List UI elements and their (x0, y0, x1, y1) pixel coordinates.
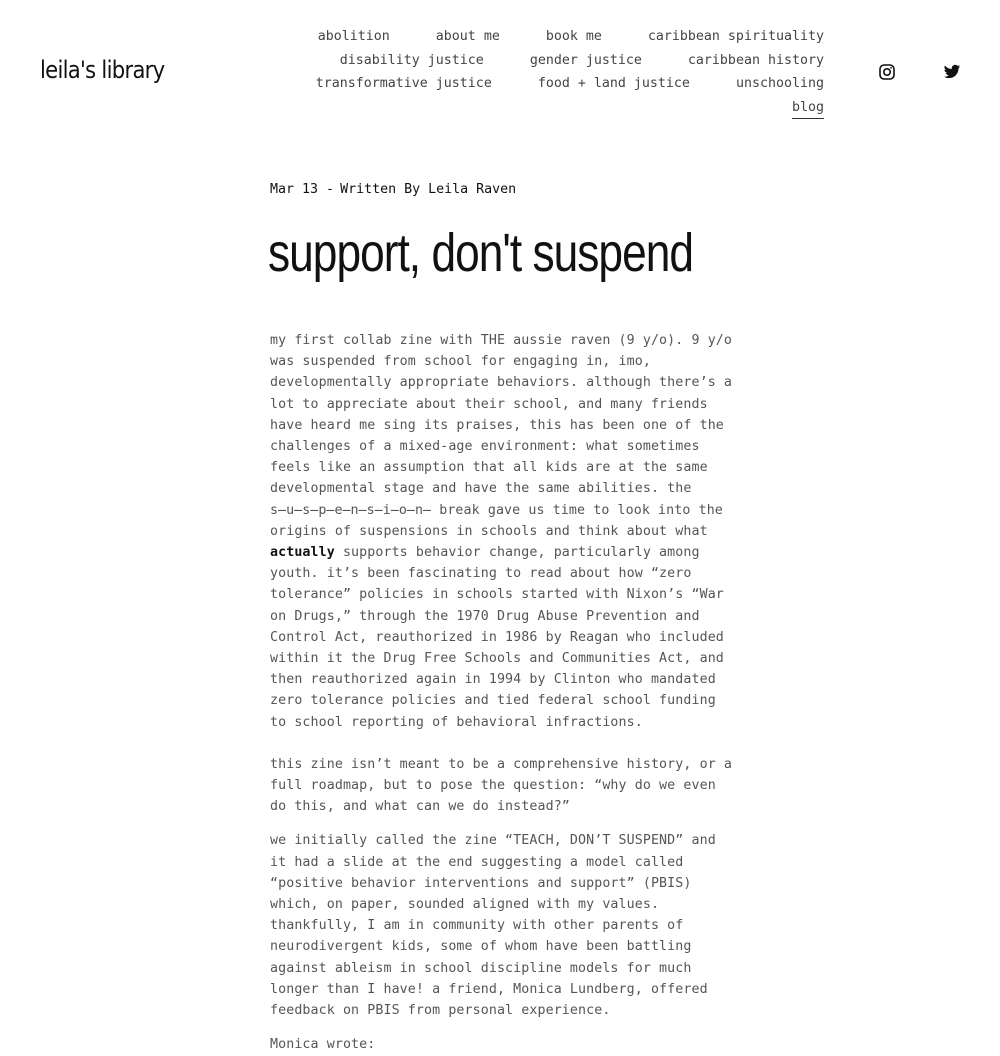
post-meta (270, 182, 516, 197)
nav-item-gender-justice[interactable]: gender justice (529, 52, 642, 68)
post-paragraph (270, 330, 740, 733)
meta-separator: - (326, 182, 335, 197)
post-paragraph: this zine isn’t meant to be a comprehensive history, or a full roadmap, but to pose the question: “why do we even do this, and what can we do instead?” (270, 756, 733, 815)
nav-item-blog[interactable]: blog (792, 99, 824, 119)
post-body (270, 330, 740, 1056)
instagram-icon[interactable] (878, 63, 896, 81)
paragraph-text: my first collab zine with THE aussie raven (9 y/o). 9 y/o was suspended from school for engaging in, imo, developmentally appropriate behaviors. although there’s a lot to appreciate about their school, and many friends have heard me sing its praises, this has been one of the challenges of a mixed-age environment: what sometimes feels like an assumption that all kids are at the same developmental stage and have the same abilities. the s̶u̶s̶p̶e̶n̶s̶i̶o̶n̶ break gave us time to look into the origins of suspensions in schools and think about what (270, 333, 733, 539)
post-byline[interactable]: Written By Leila Raven (340, 182, 517, 197)
nav-item-about-me[interactable]: about me (435, 29, 500, 44)
nav-item-transformative-justice[interactable]: transformative justice (315, 76, 492, 92)
nav-row (264, 74, 824, 98)
post-paragraph: we initially called the zine “TEACH, DON’T SUSPEND” and it had a slide at the end suggesting a model called “positive behavior interventions and support” (PBIS) which, on paper, sounded aligned with my values. thankfully, I am in community with other parents of neurodivergent kids, some of whom have been battling against ableism in school discipline models for much longer than I have! a friend, Monica Lundberg, offered feedback on PBIS from personal experience. (270, 833, 716, 1019)
post-date[interactable]: Mar 13 (270, 182, 319, 197)
nav-row (264, 98, 824, 122)
nav-item-abolition[interactable]: abolition (317, 29, 390, 44)
main-nav (264, 27, 824, 122)
nav-item-caribbean-history[interactable]: caribbean history (687, 52, 824, 68)
nav-item-book-me[interactable]: book me (545, 29, 602, 44)
twitter-icon[interactable] (943, 63, 961, 81)
nav-row (264, 51, 824, 75)
post-paragraph: Monica wrote: (270, 1037, 376, 1053)
nav-item-unschooling[interactable]: unschooling (735, 76, 824, 92)
site-title[interactable]: leila's library (40, 56, 165, 84)
post-title: support, don't suspend (268, 223, 694, 283)
paragraph-text: supports behavior change, particularly among youth. it’s been fascinating to read about how “zero tolerance” policies in schools started with Nixon’s “War on Drugs,” through the 1970 Drug Abuse Prevention and Control Act, reauthorized in 1986 by Reagan who included within it the Drug Free Schools and Communities Act, and then reauthorized again in 1994 by Clinton who mandated zero tolerance policies and tied federal school funding to school reporting of behavioral infractions. (270, 545, 724, 730)
nav-item-caribbean-spirituality[interactable]: caribbean spirituality (647, 29, 824, 44)
nav-row (264, 27, 824, 51)
nav-item-food-land-justice[interactable]: food + land justice (537, 76, 690, 92)
nav-item-disability-justice[interactable]: disability justice (339, 52, 484, 68)
emphasis-text: actually (270, 545, 335, 561)
